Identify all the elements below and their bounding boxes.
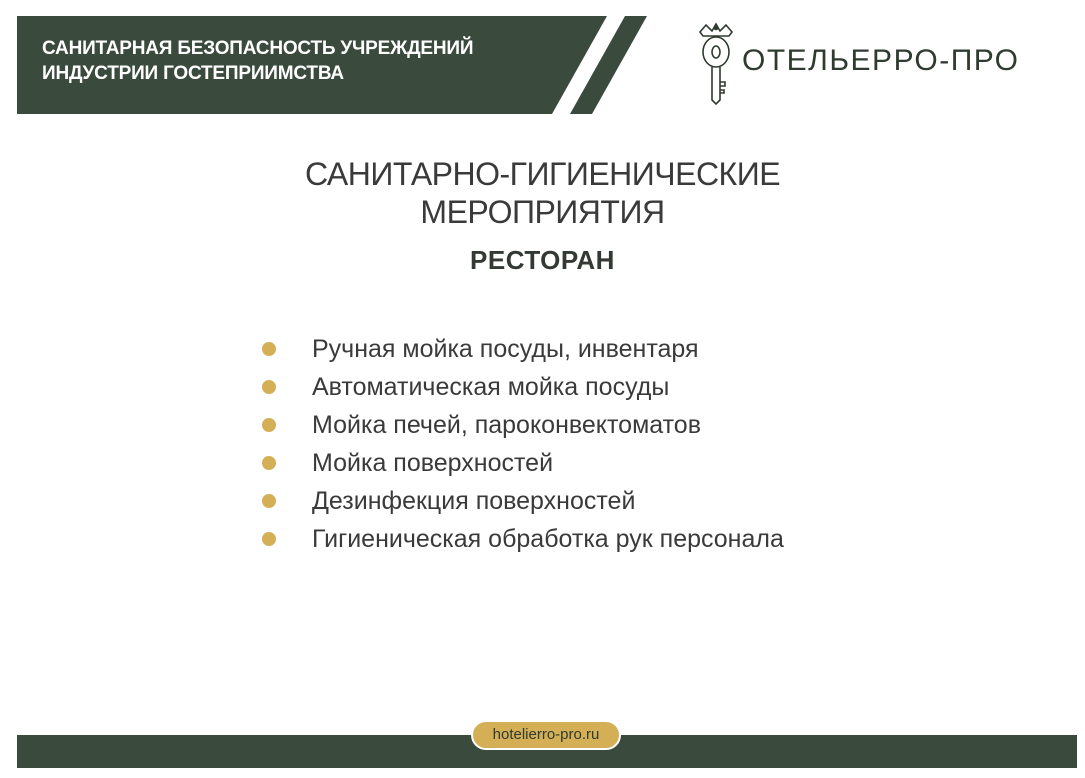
bullet-dot-icon	[262, 532, 276, 546]
list-item	[260, 330, 784, 368]
list-item	[260, 406, 784, 444]
list-item	[260, 444, 784, 482]
bullet-dot-icon	[262, 456, 276, 470]
list-item	[260, 520, 784, 558]
list-item-label: Гигиеническая обработка рук персонала	[312, 525, 784, 553]
measures-list	[260, 330, 784, 558]
header-title-line-1: САНИТАРНАЯ БЕЗОПАСНОСТЬ УЧРЕЖДЕНИЙ	[42, 38, 474, 59]
bullet-dot-icon	[262, 418, 276, 432]
main-title-line-1: САНИТАРНО-ГИГИЕНИЧЕСКИЕ	[304, 156, 781, 192]
header-title-line-2: ИНДУСТРИИ ГОСТЕПРИИМСТВА	[42, 63, 344, 84]
website-link[interactable]: hotelierro-pro.ru	[471, 720, 621, 750]
list-item-label: Ручная мойка посуды, инвентаря	[312, 335, 699, 363]
bullet-dot-icon	[262, 342, 276, 356]
list-item-label: Мойка поверхностей	[312, 449, 554, 477]
list-item-label: Дезинфекция поверхностей	[312, 487, 636, 515]
header-title	[42, 36, 473, 86]
list-item	[260, 368, 784, 406]
list-item-label: Мойка печей, пароконвектоматов	[312, 411, 701, 439]
section-subtitle: РЕСТОРАН	[470, 245, 615, 275]
list-item	[260, 482, 784, 520]
main-title-line-2: МЕРОПРИЯТИЯ	[420, 194, 665, 230]
bullet-dot-icon	[262, 494, 276, 508]
main-title-block	[0, 155, 1085, 276]
bullet-dot-icon	[262, 380, 276, 394]
list-item-label: Автоматическая мойка посуды	[312, 373, 670, 401]
logo-text: ОТЕЛЬЕРРО-ПРО	[742, 44, 1020, 77]
